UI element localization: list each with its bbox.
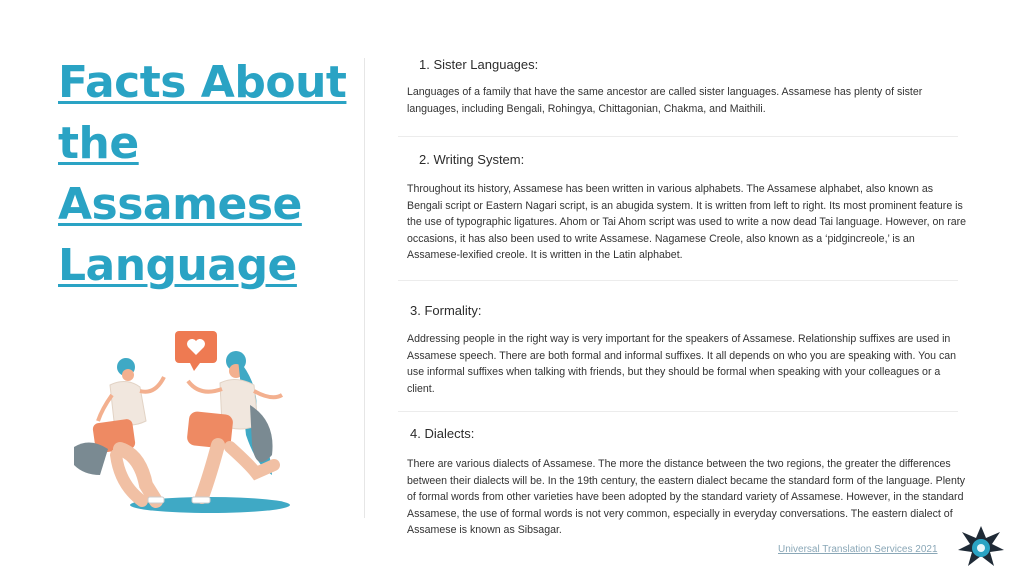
- section-body: Addressing people in the right way is very important for the speakers of Assamese. Relationship suffixes are used in Assamese speech. There are both formal and informal suffixes. It all depends on who you are speaking with. You can use informal suffixes when talking with friends, but they should be formal when speaking with your colleagues or a client.: [407, 333, 957, 395]
- section-heading: 2. Writing System:: [419, 152, 525, 167]
- section-separator: [398, 280, 958, 281]
- title-line-2: the: [58, 118, 139, 169]
- section-writing-system: [407, 152, 967, 264]
- section-heading: 1. Sister Languages:: [419, 57, 539, 72]
- page-title: [58, 52, 358, 296]
- section-heading: 3. Formality:: [410, 303, 482, 318]
- title-line-3: Assamese: [58, 179, 302, 230]
- section-sister-languages: [407, 57, 967, 117]
- right-dancer-figure: [186, 351, 282, 503]
- company-logo-icon: [956, 524, 1006, 568]
- heart-bubble-icon: [175, 331, 217, 371]
- section-heading: 4. Dialects:: [410, 426, 475, 441]
- section-dialects: [407, 426, 967, 539]
- dancers-illustration: [60, 325, 360, 515]
- section-body: Languages of a family that have the same ancestor are called sister languages. Assamese has plenty of sister languages, including Bengali, Rohingya, Chittagonian, Chakma, and Maithili.: [407, 86, 923, 115]
- footer-link[interactable]: Universal Translation Services 2021: [778, 544, 938, 555]
- section-body: There are various dialects of Assamese. The more the distance between the two regions, the greater the differences between their dialects will be. In the 19th century, the eastern dialect became the standard form of the language. Plenty of formal words from other varieties have been adopted by the standard variety of Assamese. However, in the standard Assamese, the use of formal words is not very common, especially in everyday conversations. The eastern dialect of Assamese is known as Sibsagar.: [407, 458, 966, 537]
- title-line-4: Language: [58, 240, 297, 291]
- title-line-1: Facts About: [58, 57, 347, 108]
- section-separator: [398, 136, 958, 137]
- section-formality: [407, 303, 967, 397]
- section-separator: [398, 411, 958, 412]
- section-body: Throughout its history, Assamese has been written in various alphabets. The Assamese alphabet, also known as Bengali script or Eastern Nagari script, is an abugida system. It is written from left to right. Its most prominent feature is the use of typographic ligatures. Ahom or Tai Ahom script was used to write a now dead Tai language. However, on rare occasions, it has also been used to write Assamese. Nagamese Creole, also known as a ‘pidgincreole,’ is an Assamese-lexified creole. It is written in the Latin alphabet.: [407, 183, 967, 262]
- vertical-divider: [364, 58, 365, 518]
- left-dancer-figure: [74, 358, 164, 503]
